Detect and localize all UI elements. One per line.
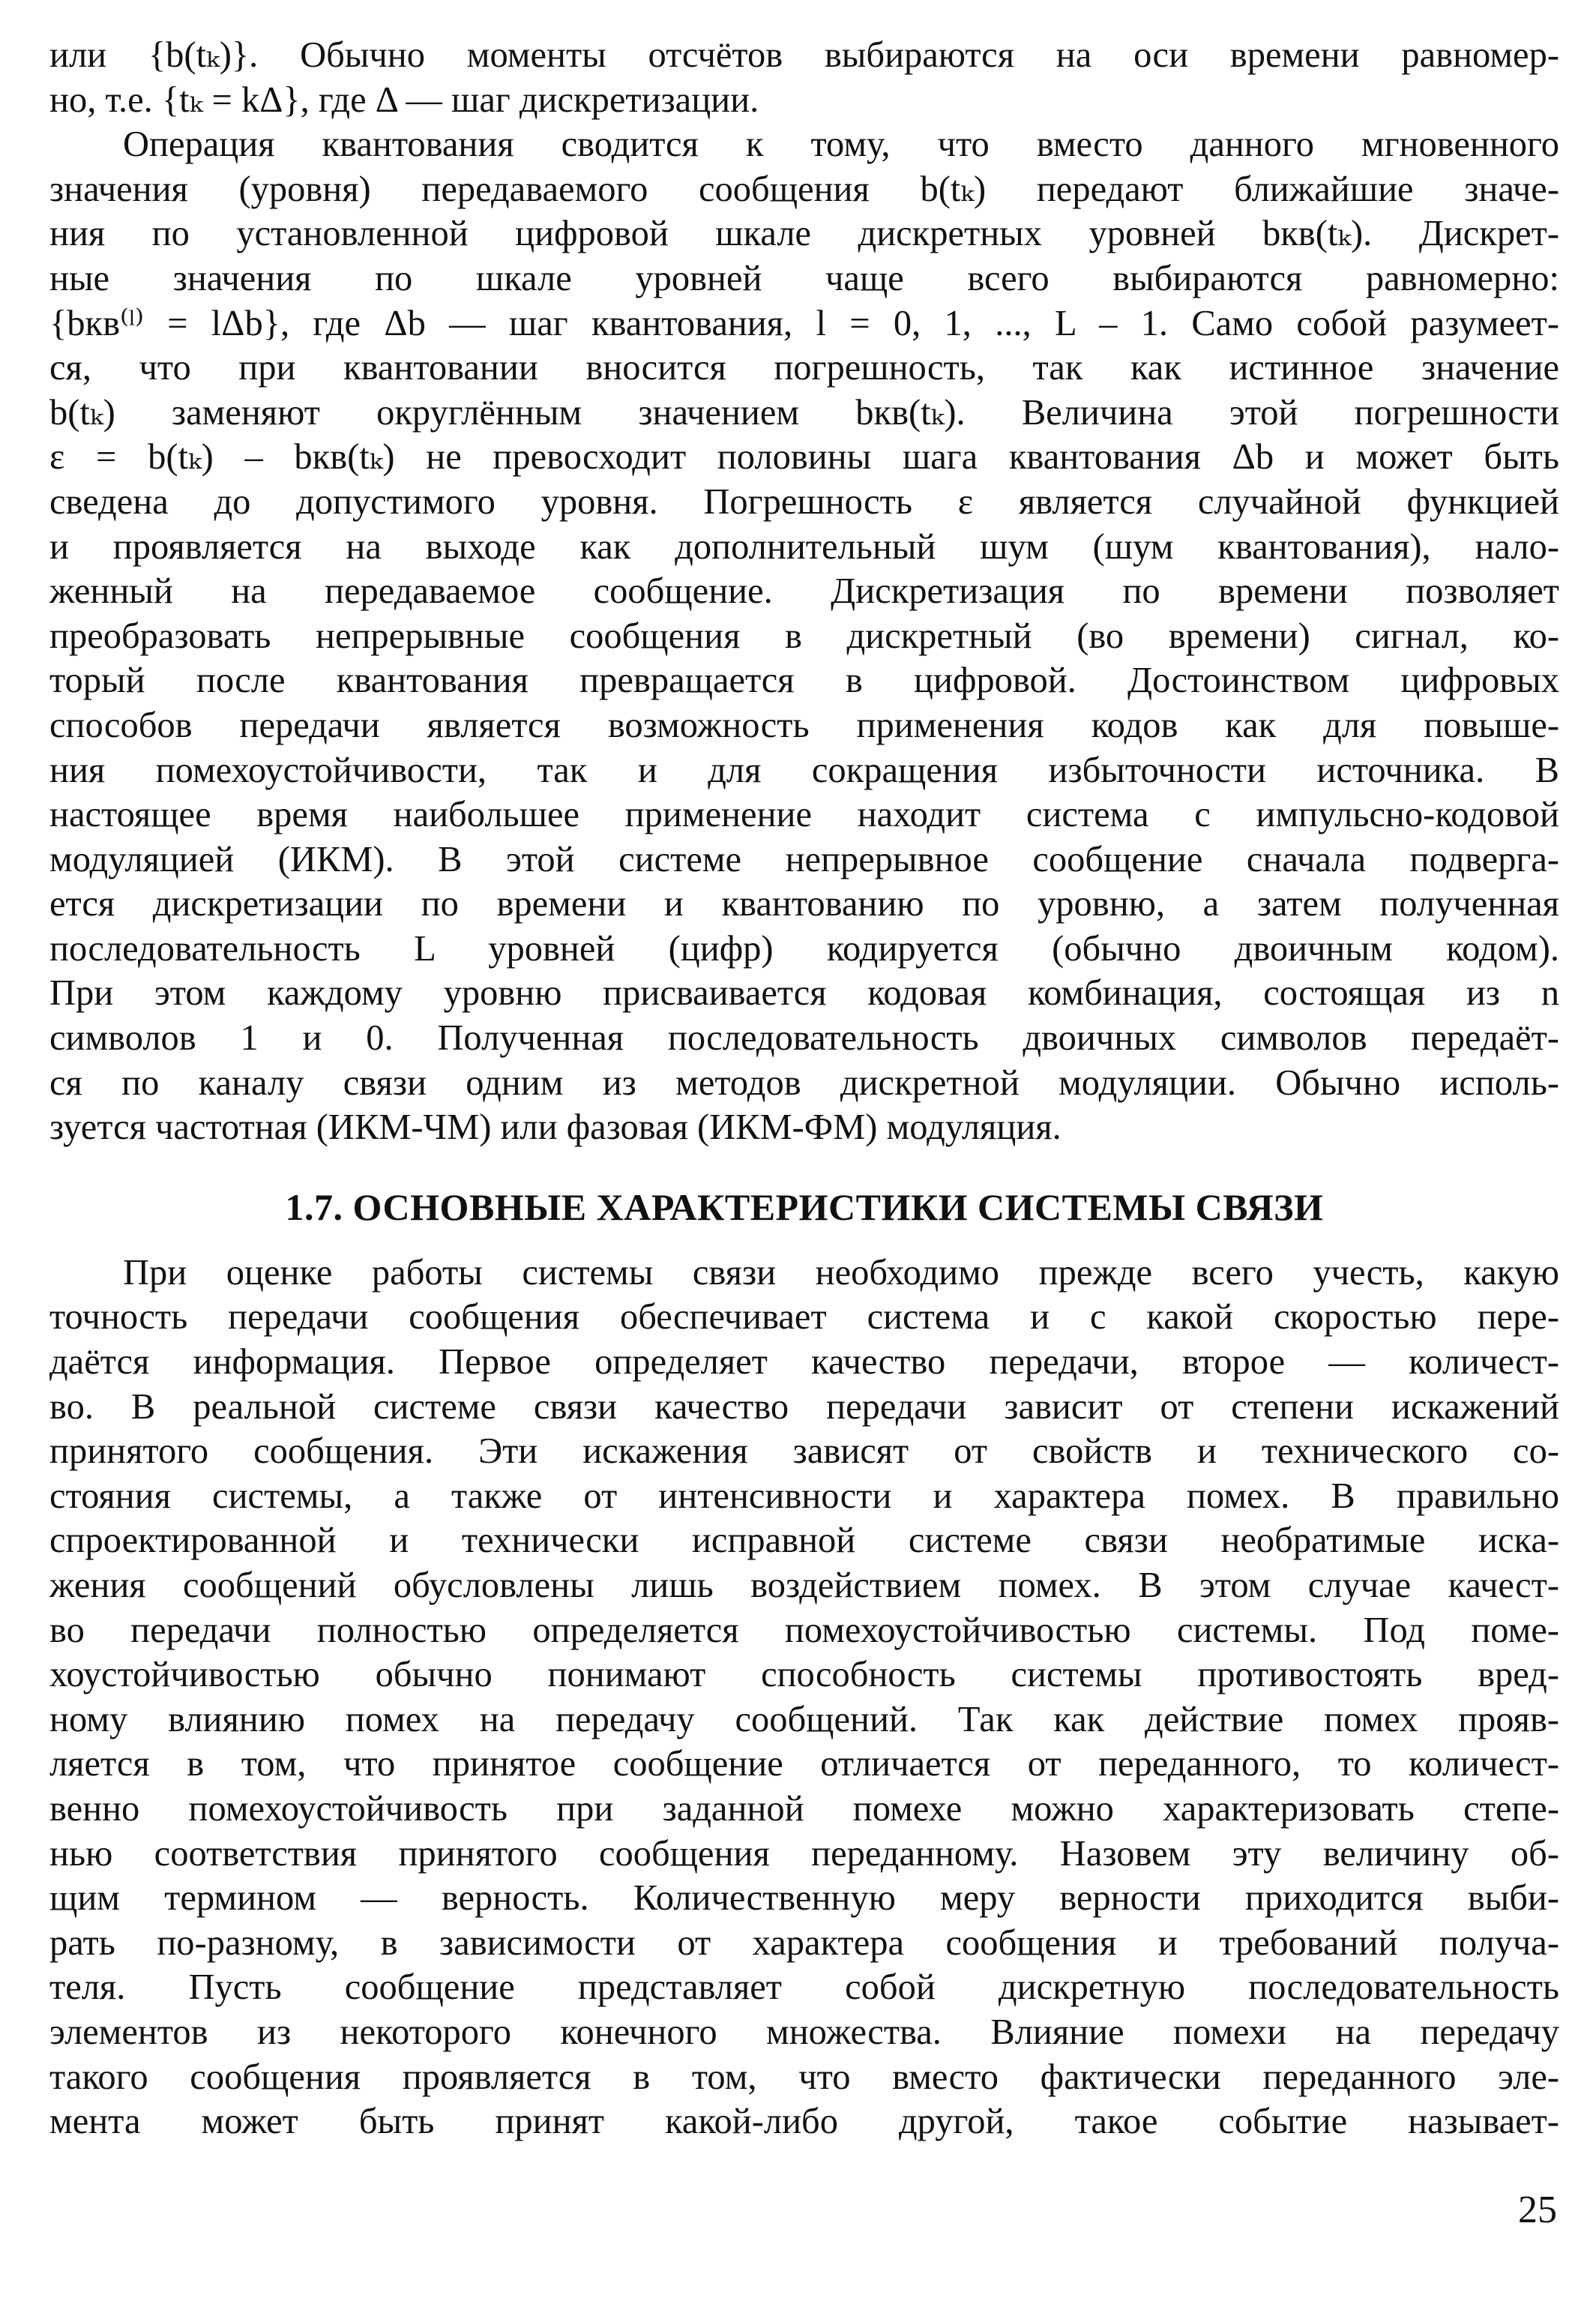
text-line: зуется частотная (ИКМ-ЧМ) или фазовая (ИКМ-ФМ) модуляция. (49, 1107, 1062, 1148)
paragraph-characteristics (49, 1251, 1559, 2144)
text-line: мента может быть принят какой-либо другой, такое событие называет- (49, 2102, 1559, 2142)
text-line: сведена до допустимого уровня. Погрешность ε является случайной функцией (49, 481, 1559, 522)
text-line: нью соответствия принятого сообщения переданному. Назовем эту величину об- (49, 1833, 1559, 1874)
text-line: принятого сообщения. Эти искажения зависят от свойств и технического со- (49, 1431, 1559, 1472)
text-line: хоустойчивостью обычно понимают способность системы противостоять вред- (49, 1655, 1559, 1695)
paragraph-sampling (49, 33, 1559, 122)
text-line: даётся информация. Первое определяет качество передачи, второе — количест- (49, 1342, 1559, 1383)
text-line: модуляцией (ИКМ). В этой системе непрерывное сообщение сначала подверга- (49, 839, 1559, 879)
text-line: При оценке работы системы связи необходимо прежде всего учесть, какую (123, 1252, 1559, 1293)
text-line: преобразовать непрерывные сообщения в дискретный (во времени) сигнал, ко- (49, 616, 1559, 656)
text-line: элементов из некоторого конечного множества. Влияние помехи на передачу (49, 2012, 1559, 2052)
text-line: При этом каждому уровню присваивается кодовая комбинация, состоящая из n (49, 973, 1559, 1014)
text-line: во. В реальной системе связи качество передачи зависит от степени искажений (49, 1386, 1559, 1427)
text-line: символов 1 и 0. Полученная последовательность двоичных символов передаёт- (49, 1018, 1559, 1059)
text-line: жения сообщений обусловлены лишь воздействием помех. В этом случае качест- (49, 1565, 1559, 1605)
text-line: настоящее время наибольшее применение находит система с импульсно-кодовой (49, 795, 1559, 835)
text-line: ния по установленной цифровой шкале дискретных уровней bкв(tₖ). Дискрет- (49, 214, 1559, 254)
text-line: {bкв⁽ˡ⁾ = lΔb}, где Δb — шаг квантования, l = 0, 1, ..., L – 1. Само собой разумеет- (49, 303, 1559, 343)
text-line: щим термином — верность. Количественную меру верности приходится выби- (49, 1878, 1559, 1919)
text-line: ется дискретизации по времени и квантованию по уровню, а затем полученная (49, 884, 1559, 924)
text-line: такого сообщения проявляется в том, что вместо фактически переданного эле- (49, 2057, 1559, 2097)
text-line: стояния системы, а также от интенсивности и характера помех. В правильно (49, 1476, 1559, 1516)
text-line: Операция квантования сводится к тому, что вместо данного мгновенного (123, 124, 1559, 165)
text-line: ся по каналу связи одним из методов дискретной модуляции. Обычно исполь- (49, 1062, 1559, 1103)
text-line: ляется в том, что принятое сообщение отличается от переданного, то количест- (49, 1744, 1559, 1784)
section-heading: 1.7. ОСНОВНЫЕ ХАРАКТЕРИСТИКИ СИСТЕМЫ СВЯЗИ (285, 1185, 1324, 1228)
text-line: ния помехоустойчивости, так и для сокращения избыточности источника. В (49, 750, 1559, 790)
text-line: и проявляется на выходе как дополнительный шум (шум квантования), нало- (49, 526, 1559, 567)
text-line: спроектированной и технически исправной системе связи необратимые иска- (49, 1521, 1559, 1561)
text-line: значения (уровня) передаваемого сообщения b(tₖ) передают ближайшие значе- (49, 169, 1559, 209)
text-line: но, т.е. {tₖ = kΔ}, где Δ — шаг дискретизации. (49, 79, 759, 120)
text-line: во передачи полностью определяется помехоустойчивостью системы. Под поме- (49, 1610, 1559, 1650)
document-page (49, 33, 1559, 2144)
text-line: венно помехоустойчивость при заданной помехе можно характеризовать степе- (49, 1788, 1559, 1829)
text-line: последовательность L уровней (цифр) кодируется (обычно двоичным кодом). (49, 928, 1559, 969)
text-line: ному влиянию помех на передачу сообщений. Так как действие помех прояв- (49, 1699, 1559, 1739)
text-line: b(tₖ) заменяют округлённым значением bкв(tₖ). Величина этой погрешности (49, 392, 1559, 433)
text-line: способов передачи является возможность применения кодов как для повыше- (49, 705, 1559, 745)
text-line: ся, что при квантовании вносится погрешность, так как истинное значение (49, 348, 1559, 388)
text-line: торый после квантования превращается в цифровой. Достоинством цифровых (49, 661, 1559, 701)
text-line: или {b(tₖ)}. Обычно моменты отсчётов выбираются на оси времени равномер- (49, 35, 1559, 75)
page-number: 25 (1518, 2189, 1557, 2231)
text-line: рать по-разному, в зависимости от характера сообщения и требований получа- (49, 1922, 1559, 1963)
text-line: женный на передаваемое сообщение. Дискретизация по времени позволяет (49, 571, 1559, 612)
text-line: ные значения по шкале уровней чаще всего выбираются равномерно: (49, 258, 1559, 298)
text-line: ε = b(tₖ) – bкв(tₖ) не превосходит половины шага квантования Δb и может быть (49, 437, 1559, 478)
text-line: теля. Пусть сообщение представляет собой дискретную последовательность (49, 1967, 1559, 2008)
paragraph-quantization (49, 122, 1559, 1150)
text-line: точность передачи сообщения обеспечивает система и с какой скоростью пере- (49, 1297, 1559, 1338)
